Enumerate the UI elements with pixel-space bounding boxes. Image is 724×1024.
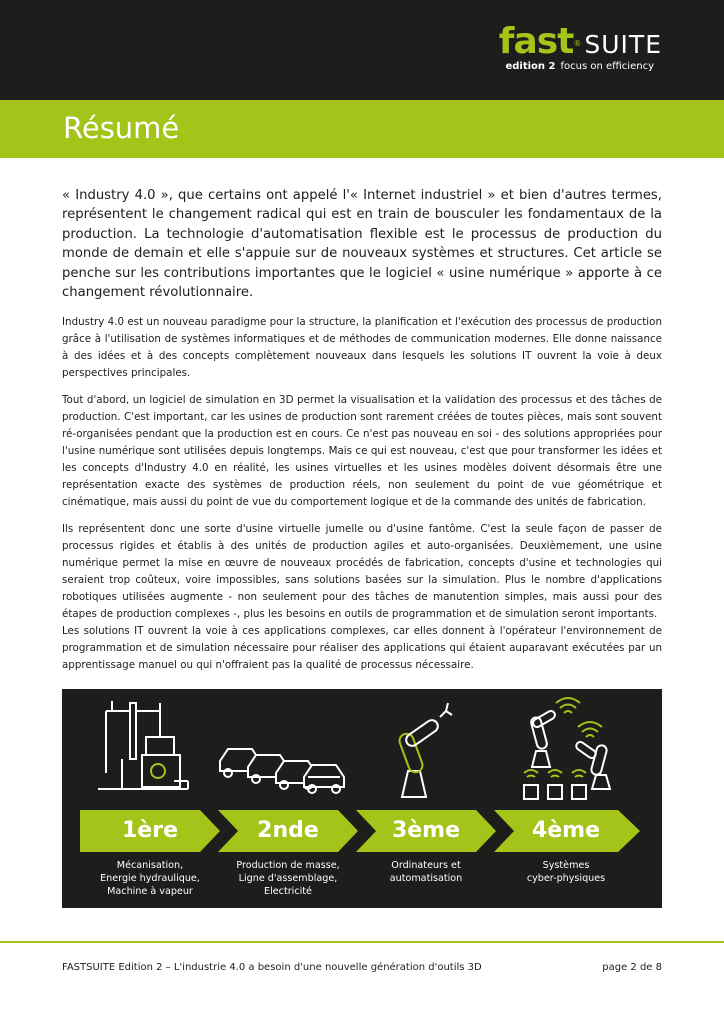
cars-assembly-icon (220, 749, 344, 793)
caption-line: Energie hydraulique, (100, 873, 200, 884)
paragraph-3: Ils représentent donc une sorte d'usine virtuelle jumelle ou d'usine fantôme. C'est la seule façon de passer de processus rigides et établis à des unités de production agiles et auto-organisées. Deuxièmement, une usine numérique permet la mise en œuvre de nouveaux procédés de fabrication, concepts d'usine et technologies qui seraient trop coûteux, voire impossibles, sans solutions basées sur la simulation. Plus le nombre d'applications robotiques utilisées augmente - non seulement pour des tâches de manutention simples, mais aussi pour des étapes de production complexes -, plus les besoins en outils de programmation et de simulation seront importants. (62, 523, 662, 621)
caption-line: Electricité (264, 886, 312, 897)
caption-line: Production de masse, (236, 860, 340, 871)
logo-wordmark (498, 21, 662, 66)
robot-arm-icon (398, 703, 452, 797)
revolution-1-caption (80, 859, 220, 898)
revolution-3-caption (356, 859, 496, 885)
footer-divider (0, 941, 724, 943)
logo-fast-text: fast (498, 21, 574, 62)
industrial-revolutions-graphic (62, 689, 662, 908)
caption-line: Systèmes (542, 860, 590, 871)
logo-registered-mark: ® (573, 39, 582, 48)
page-header (0, 0, 724, 100)
caption-line: cyber-physiques (526, 873, 606, 884)
revolution-4-label: 4ème (531, 818, 601, 843)
lead-paragraph: « Industry 4.0 », que certains ont appelé l'« Internet industriel » et bien d'autres termes, représentent le changement radical qui est en train de bousculer les fondamentaux de la production. La technologie d'automatisation flexible est le processus de production du monde de demain et elle s'appuie sur de nouveaux systèmes et structures. Cet article se penche sur les contributions importantes que le logiciel « usine numérique » apporte à ce changement révolutionnaire. (62, 188, 662, 301)
article-body (62, 186, 662, 684)
connected-robots-icon (524, 698, 610, 799)
logo-suite-text: SUITE (584, 30, 662, 59)
footer-document-title: FASTSUITE Edition 2 – L'industrie 4.0 a besoin d'une nouvelle génération d'outils 3D (62, 962, 482, 973)
paragraph-2: Tout d'abord, un logiciel de simulation en 3D permet la visualisation et la validation des processus et des tâches de production. C'est important, car les usines de production sont rarement créées de toutes pièces, mais sont souvent ré-organisées pendant que la production est en cours. Ce n'est pas nouveau en soi - des solutions appropriées pour l'usine numérique sont utilisées depuis longtemps. Mais ce qui est nouveau, c'est que pour transformer les idées et les concepts d'Industry 4.0 en réalité, les usines virtuelles et les usines modèles doivent désormais être une représentation exacte des systèmes de production réels, non seulement du point de vue géométrique et cinématique, mais aussi du point de vue du comportement logique et de la commande des unités de fabrication. (62, 394, 662, 509)
revolution-2-label: 2nde (257, 818, 319, 843)
paragraph-4: Les solutions IT ouvrent la voie à ces applications complexes, car elles donnent à l'opérateur l'environnement de programmation et de simulation nécessaire pour réaliser des applications qui étaient auparavant exécutées par un apprentissage manuel ou qui n'offraient pas la qualité de processus nécessaire. (62, 625, 662, 672)
revolution-2-caption (218, 859, 358, 898)
revolution-3-label: 3ème (391, 818, 461, 843)
title-bar (0, 100, 724, 158)
fastsuite-logo (452, 21, 662, 76)
caption-line: Ordinateurs et (391, 860, 461, 871)
revolution-1-label: 1ère (122, 818, 178, 843)
revolution-4-caption (496, 859, 636, 885)
caption-line: Ligne d'assemblage, (238, 873, 338, 884)
logo-subline (505, 61, 654, 72)
steam-engine-icon (98, 701, 188, 789)
paragraph-1: Industry 4.0 est un nouveau paradigme pour la structure, la planification et l'exécution des processus de production grâce à l'utilisation de systèmes informatiques et de méthodes de communication modernes. Elle donne naissance à des idées et à des concepts complètement nouveaux dans lesquels les solutions IT ouvrent la voie à deux perspectives principales. (62, 316, 662, 380)
page-title: Résumé (63, 111, 180, 145)
caption-line: Mécanisation, (116, 860, 184, 871)
logo-edition: edition 2 (505, 61, 556, 72)
caption-line: Machine à vapeur (107, 886, 193, 897)
logo-tagline: focus on efficiency (560, 61, 654, 72)
footer-page-number: page 2 de 8 (602, 962, 662, 973)
caption-line: automatisation (389, 873, 463, 884)
